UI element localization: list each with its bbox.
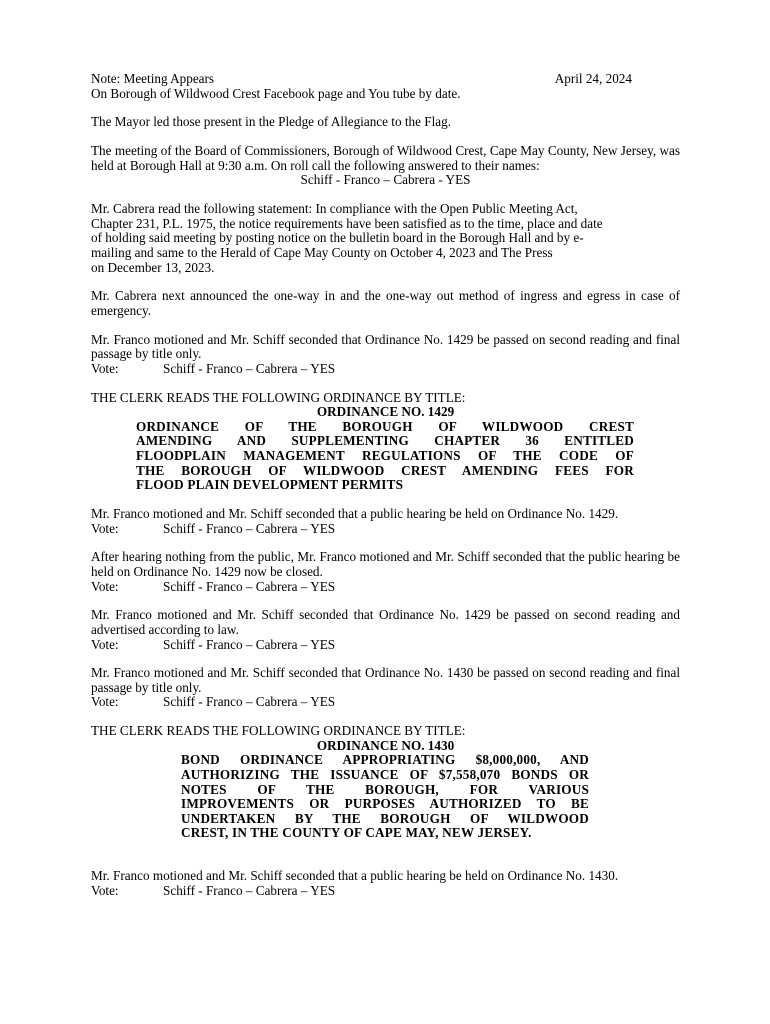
vote-line	[91, 522, 680, 537]
vote-line	[91, 580, 680, 595]
vote-label: Vote:	[91, 578, 119, 594]
meeting-minutes-page	[91, 72, 680, 898]
roll-call: Schiff - Franco – Cabrera - YES	[300, 172, 471, 188]
statement-paragraph	[91, 202, 680, 275]
vote-label: Vote:	[91, 694, 119, 710]
header-line	[91, 72, 680, 87]
vote-result: Schiff - Franco – Cabrera – YES	[163, 360, 336, 376]
ordinance-title-line: ORDINANCE OF THE BOROUGH OF WILDWOOD CREST	[136, 418, 634, 434]
statement-line: Mr. Cabrera read the following statement: In compliance with the Open Public Meeting Act,	[91, 201, 578, 217]
vote-result: Schiff - Franco – Cabrera – YES	[163, 520, 336, 536]
ordinance-title-line: NOTES OF THE BOROUGH, FOR VARIOUS	[181, 781, 589, 797]
vote-result: Schiff - Franco – Cabrera – YES	[163, 636, 336, 652]
pledge-paragraph: The Mayor led those present in the Pledge of Allegiance to the Flag.	[91, 114, 451, 130]
egress-paragraph: Mr. Cabrera next announced the one-way in and the one-way out method of ingress and egress in case of emergency.	[91, 288, 680, 318]
ordinance-title-line: UNDERTAKEN BY THE BOROUGH OF WILDWOOD	[181, 810, 589, 826]
ordinance-title-line: AUTHORIZING THE ISSUANCE OF $7,558,070 BONDS OR	[181, 767, 589, 783]
vote-label: Vote:	[91, 882, 119, 898]
statement-line: Chapter 231, P.L. 1975, the notice requirements have been satisfied as to the time, place and date	[91, 215, 603, 231]
vote-line	[91, 695, 680, 710]
ordinance-number: ORDINANCE NO. 1429	[316, 404, 455, 420]
motion-paragraph: Mr. Franco motioned and Mr. Schiff seconded that Ordinance No. 1429 be passed on second reading and advertised according to law.	[91, 607, 680, 637]
motion-paragraph: After hearing nothing from the public, Mr. Franco motioned and Mr. Schiff seconded that the public hearing be held on Ordinance No. 1429 now be closed.	[91, 549, 680, 579]
motion-paragraph: Mr. Franco motioned and Mr. Schiff seconded that a public hearing be held on Ordinance No. 1429.	[91, 505, 619, 521]
ordinance-title	[136, 420, 634, 493]
ordinance-title-line: AMENDING AND SUPPLEMENTING CHAPTER 36 ENTITLED	[136, 433, 634, 449]
motion-paragraph: Mr. Franco motioned and Mr. Schiff seconded that Ordinance No. 1429 be passed on second reading and final passage by title only.	[91, 331, 680, 362]
ordinance-number: ORDINANCE NO. 1430	[316, 737, 455, 753]
header-note-line2: On Borough of Wildwood Crest Facebook page and You tube by date.	[91, 85, 461, 101]
motion-paragraph: Mr. Franco motioned and Mr. Schiff seconded that Ordinance No. 1430 be passed on second reading and final passage by title only.	[91, 665, 680, 695]
ordinance-title-line: FLOODPLAIN MANAGEMENT REGULATIONS OF THE CODE OF	[136, 448, 634, 463]
ordinance-title	[181, 753, 589, 841]
vote-label: Vote:	[91, 520, 119, 536]
vote-label: Vote:	[91, 360, 119, 376]
vote-result: Schiff - Franco – Cabrera – YES	[163, 882, 336, 898]
vote-line	[91, 884, 680, 899]
vote-line	[91, 638, 680, 653]
vote-result: Schiff - Franco – Cabrera – YES	[163, 578, 336, 594]
ordinance-title-line: FLOOD PLAIN DEVELOPMENT PERMITS	[136, 477, 404, 493]
meeting-note: Note: Meeting Appears	[91, 71, 215, 86]
ordinance-title-line: THE BOROUGH OF WILDWOOD CREST AMENDING FEES FOR	[136, 462, 634, 478]
meeting-paragraph: The meeting of the Board of Commissioners, Borough of Wildwood Crest, Cape May County, New Jersey, was held at Borough Hall at 9:30 a.m. On roll call the following answered to their names:	[91, 143, 680, 173]
ordinance-title-line: BOND ORDINANCE APPROPRIATING $8,000,000, AND	[181, 752, 589, 768]
motion-paragraph: Mr. Franco motioned and Mr. Schiff seconded that a public hearing be held on Ordinance No. 1430.	[91, 868, 619, 883]
statement-line: mailing and same to the Herald of Cape May County on October 4, 2023 and The Press	[91, 244, 553, 260]
statement-line: on December 13, 2023.	[91, 259, 215, 275]
statement-line: of holding said meeting by posting notice on the bulletin board in the Borough Hall and by e-	[91, 230, 584, 246]
ordinance-title-line: IMPROVEMENTS OR PURPOSES AUTHORIZED TO BE	[181, 796, 589, 812]
ordinance-title-line: CREST, IN THE COUNTY OF CAPE MAY, NEW JERSEY.	[181, 825, 532, 841]
vote-line	[91, 362, 680, 377]
vote-result: Schiff - Franco – Cabrera – YES	[163, 694, 336, 710]
vote-label: Vote:	[91, 636, 119, 652]
clerk-reads-heading: THE CLERK READS THE FOLLOWING ORDINANCE BY TITLE:	[91, 389, 466, 405]
clerk-reads-heading: THE CLERK READS THE FOLLOWING ORDINANCE BY TITLE:	[91, 723, 466, 739]
meeting-date: April 24, 2024	[554, 71, 632, 86]
